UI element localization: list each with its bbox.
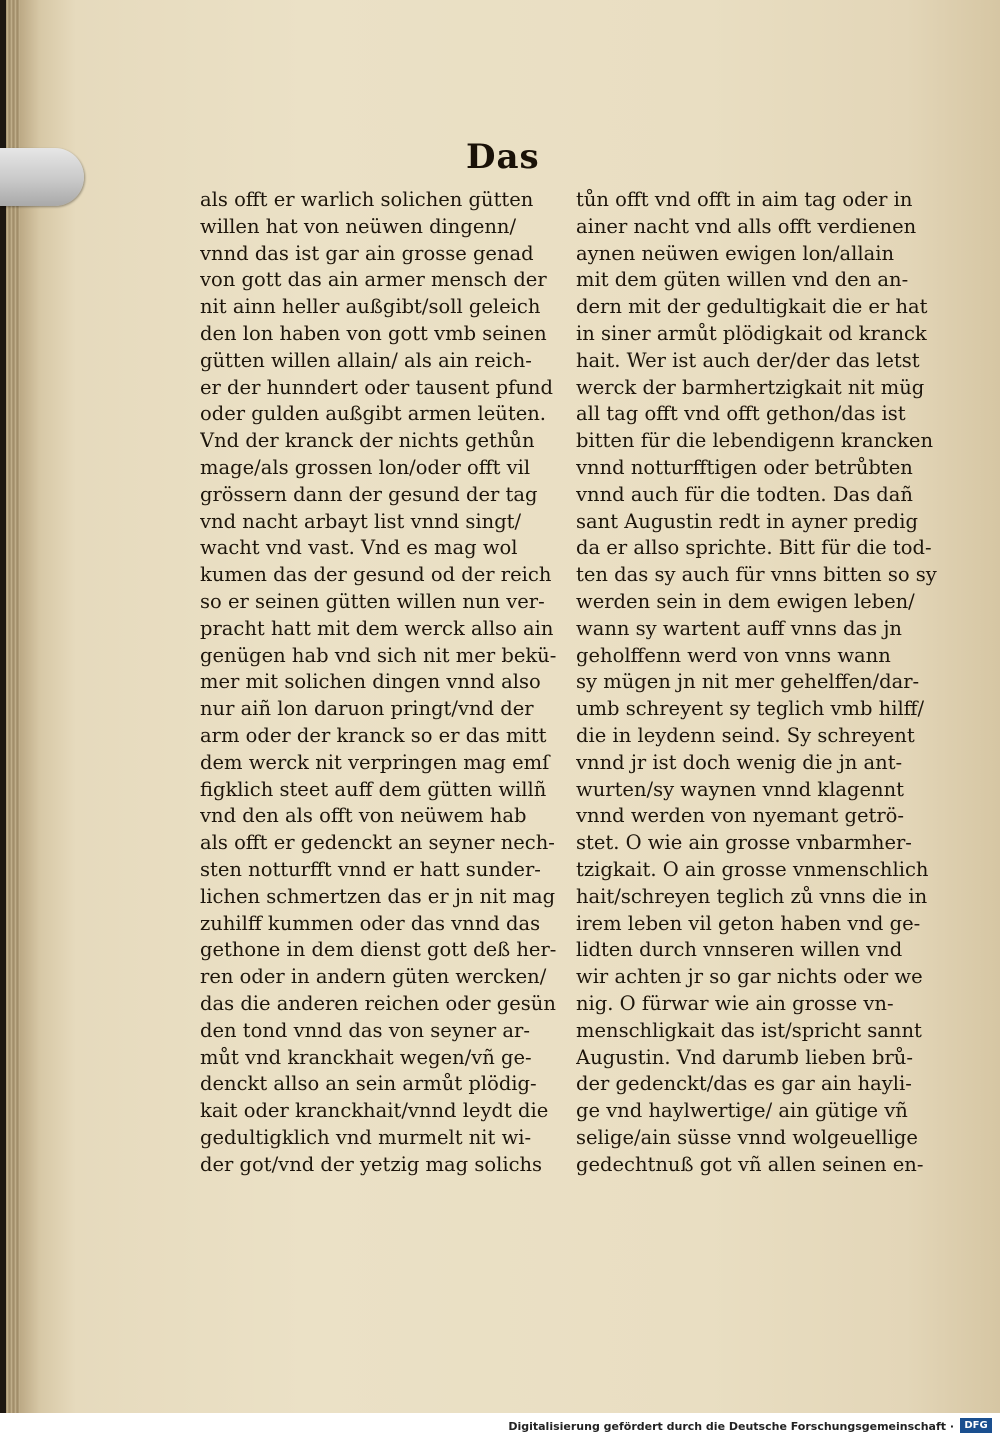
text-line: menschligkait das ist/spricht sannt xyxy=(576,1018,922,1042)
text-line: selige/ain süsse vnnd wolgeuellige xyxy=(576,1125,918,1149)
left-text-column xyxy=(200,187,570,1178)
text-line: dem werck nit verpringen mag emſ xyxy=(200,750,550,774)
text-line: ainer nacht vnd alls offt verdienen xyxy=(576,214,917,238)
text-line: als offt er warlich solichen gütten xyxy=(200,188,534,211)
text-line: sten notturfft vnnd er hatt sunder- xyxy=(200,857,541,881)
text-line: arm oder der kranck so er das mitt xyxy=(200,723,547,747)
bookmark-clip xyxy=(0,148,84,206)
funding-credit: Digitalisierung gefördert durch die Deutsche Forschungsgemeinschaft · xyxy=(508,1420,954,1433)
text-line: nig. O fürwar wie ain grosse vn- xyxy=(576,991,894,1015)
text-line: nit ainn heller außgibt/soll geleich xyxy=(200,295,541,319)
text-line: hait/schreyen teglich zů vnns die in xyxy=(576,884,928,908)
text-line: die in leydenn seind. Sy schreyent xyxy=(576,723,915,747)
text-line: pracht hatt mit dem werck allso ain xyxy=(200,616,554,640)
text-line: denckt allso an sein armůt plödig- xyxy=(200,1072,537,1096)
text-line: ten das sy auch für vnns bitten so sy xyxy=(576,563,937,587)
text-line: in siner armůt plödigkait od kranck xyxy=(576,321,927,345)
text-line: wacht vnd vast. Vnd es mag wol xyxy=(200,536,518,560)
text-line: gedultigklich vnd murmelt nit wi- xyxy=(200,1125,532,1149)
text-line: můt vnd kranckhait wegen/vñ ge- xyxy=(200,1045,532,1069)
text-line: werden sein in dem ewigen leben/ xyxy=(576,589,915,613)
text-line: werck der barmhertzigkait nit müg xyxy=(576,375,925,399)
text-line: von gott das ain armer mensch der xyxy=(200,268,547,292)
text-line: so er seinen gütten willen nun ver- xyxy=(200,589,545,613)
text-line: willen hat von neüwen dingenn/ xyxy=(200,214,517,238)
text-line: ge vnd haylwertige/ ain gütige vñ xyxy=(576,1099,908,1123)
text-line: er der hunndert oder tausent pfund xyxy=(200,375,553,399)
text-line: dern mit der gedultigkait die er hat xyxy=(576,295,928,319)
text-line: tůn offt vnd offt in aim tag oder in xyxy=(576,188,913,211)
text-line: Vnd der kranck der nichts gethůn xyxy=(200,429,535,453)
text-line: stet. O wie ain grosse vnbarmher- xyxy=(576,831,912,855)
text-line: bitten für die lebendigenn krancken xyxy=(576,429,934,453)
text-line: kumen das der gesund od der reich xyxy=(200,563,552,587)
text-line: nur aiñ lon daruon pringt/vnd der xyxy=(200,697,534,721)
text-line: mage/als grossen lon/oder offt vil xyxy=(200,455,531,479)
text-line: der gedenckt/das es gar ain hayli- xyxy=(576,1072,912,1096)
text-line: vnnd werden von nyemant getrö- xyxy=(576,804,904,828)
page-header: Das xyxy=(466,137,540,177)
dfg-logo: DFG xyxy=(960,1418,992,1433)
text-line: den tond vnnd das von seyner ar- xyxy=(200,1018,530,1042)
text-line: figklich steet auff dem gütten willñ xyxy=(200,777,547,801)
text-line: den lon haben von gott vmb seinen xyxy=(200,321,547,345)
text-line: da er allso sprichte. Bitt für die tod- xyxy=(576,536,932,560)
text-line: vnnd auch für die todten. Das dañ xyxy=(576,482,913,506)
text-line: mer mit solichen dingen vnnd also xyxy=(200,670,541,694)
text-line: vnd den als offt von neüwem hab xyxy=(200,804,527,828)
text-line: zuhilff kummen oder das vnnd das xyxy=(200,911,541,935)
right-text-column xyxy=(576,187,948,1178)
page-edges xyxy=(6,0,20,1413)
text-line: vnd nacht arbayt list vnnd singt/ xyxy=(200,509,522,533)
text-line: grössern dann der gesund der tag xyxy=(200,482,538,506)
text-line: sant Augustin redt in ayner predig xyxy=(576,509,918,533)
text-line: lichen schmertzen das er jn nit mag xyxy=(200,884,556,908)
text-line: oder gulden außgibt armen leüten. xyxy=(200,402,546,426)
text-line: als offt er gedenckt an seyner nech- xyxy=(200,831,555,855)
text-line: gütten willen allain/ als ain reich- xyxy=(200,348,532,372)
text-line: lidten durch vnnseren willen vnd xyxy=(576,938,903,962)
text-line: gethone in dem dienst gott deß her- xyxy=(200,938,557,962)
text-line: wir achten jr so gar nichts oder we xyxy=(576,965,923,989)
bleed-through-text xyxy=(590,137,600,172)
text-line: Augustin. Vnd darumb lieben brů- xyxy=(576,1045,913,1069)
text-line: mit dem güten willen vnd den an- xyxy=(576,268,909,292)
text-line: wurten/sy waynen vnnd klagennt xyxy=(576,777,904,801)
text-line: genügen hab vnd sich nit mer bekü- xyxy=(200,643,557,667)
text-line: kait oder kranckhait/vnnd leydt die xyxy=(200,1099,549,1123)
text-line: vnnd jr ist doch wenig die jn ant- xyxy=(576,750,903,774)
text-line: tzigkait. O ain grosse vnmenschlich xyxy=(576,857,929,881)
text-line: hait. Wer ist auch der/der das letst xyxy=(576,348,920,372)
text-line: vnnd das ist gar ain grosse genad xyxy=(200,241,534,265)
text-line: aynen neüwen ewigen lon/allain xyxy=(576,241,895,265)
text-line: wann sy wartent auff vnns das jn xyxy=(576,616,902,640)
text-line: sy mügen jn nit mer gehelffen/dar- xyxy=(576,670,920,694)
text-line: der got/vnd der yetzig mag solichs xyxy=(200,1152,543,1176)
text-line: umb schreyent sy teglich vmb hilff/ xyxy=(576,697,925,721)
text-line: gedechtnuß got vñ allen seinen en- xyxy=(576,1152,924,1176)
text-line: geholffenn werd von vnns wann xyxy=(576,643,891,667)
text-line: ren oder in andern güten wercken/ xyxy=(200,965,547,989)
text-line: vnnd notturfftigen oder betrůbten xyxy=(576,455,913,479)
text-line: all tag offt vnd offt gethon/das ist xyxy=(576,402,906,426)
text-line: irem leben vil geton haben vnd ge- xyxy=(576,911,921,935)
text-line: das die anderen reichen oder gesün xyxy=(200,991,556,1015)
